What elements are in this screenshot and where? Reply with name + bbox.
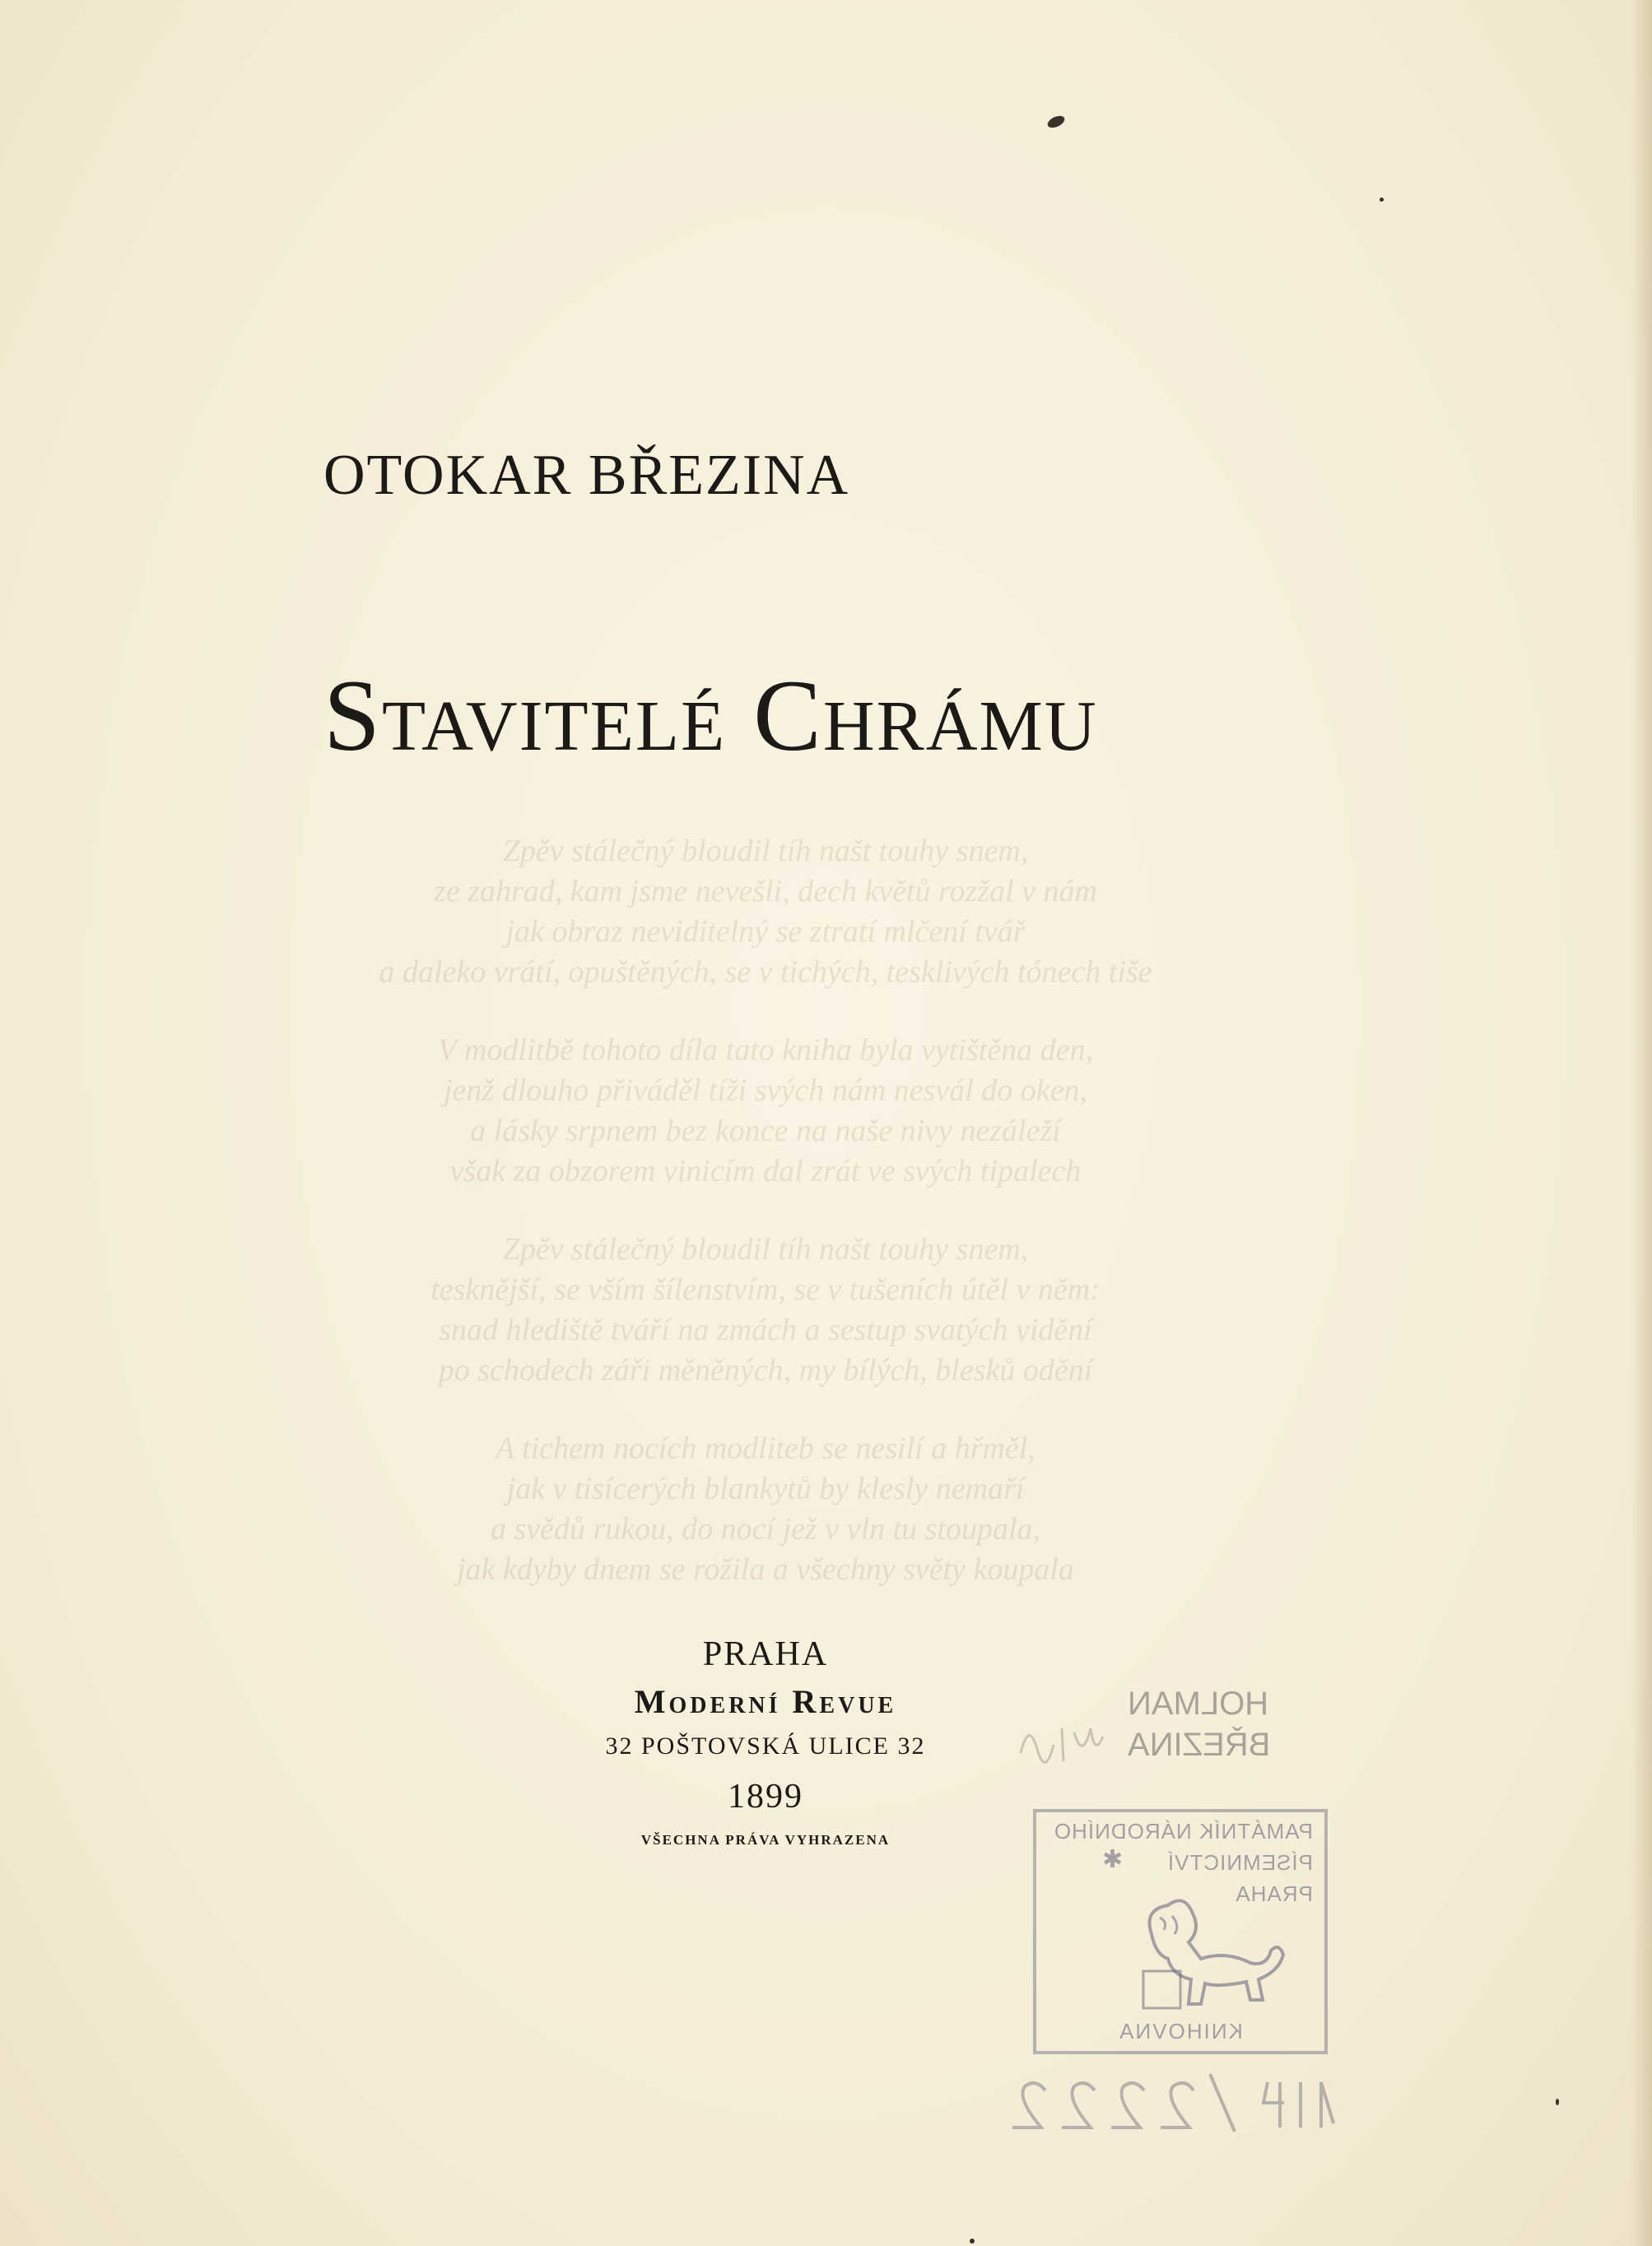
bleed-through-line: Zpěv stálečný bloudil tíh našt touhy snem, xyxy=(502,1232,1029,1267)
bleed-through-stanza xyxy=(321,1429,1210,1590)
author-name: OTOKAR BŘEZINA xyxy=(323,444,850,507)
bleed-through-line: tesknější, se vším šílenstvím, se v tušeních útěl v něm: xyxy=(430,1272,1101,1307)
bleed-through-line: po schodech záři měněných, my bílých, blesků odění xyxy=(438,1353,1093,1388)
book-title: Stavitelé Chrámu xyxy=(323,659,1098,772)
bleed-through-stanza xyxy=(321,1230,1210,1391)
pencil-scribble xyxy=(1012,1712,1111,1769)
inventory-number-handwriting xyxy=(1004,2058,1350,2148)
bleed-through-line: Zpěv stálečný bloudil tíh našt touhy snem, xyxy=(502,834,1029,868)
bleed-through-line: však za obzorem vinicím dal zrát ve svých tipalech xyxy=(449,1154,1082,1188)
bleed-through-line: a daleko vrátí, opuštěných, se v tichých, tesklivých tónech tiše xyxy=(379,955,1152,989)
bleed-through-line: V modlitbě tohoto díla tato kniha byla vytištěna den, xyxy=(437,1033,1094,1067)
bleed-through-line: jak kdyby dnem se rožila a všechny světy koupala xyxy=(457,1552,1074,1587)
ink-speck xyxy=(1380,198,1384,202)
library-shelf-label xyxy=(1128,1683,1317,1765)
page-edge-shadow xyxy=(1631,0,1652,2246)
library-stamp xyxy=(1033,1809,1328,2054)
imprint-city: PRAHA xyxy=(702,1635,829,1673)
bleed-through-stanza xyxy=(321,1030,1210,1192)
imprint-publisher: Moderní Revue xyxy=(634,1683,897,1720)
bleed-through-line: ze zahrad, kam jsme nevešli, dech květů rozžal v nám xyxy=(434,874,1097,909)
stamp-line: PÍSEMNICTVÍ xyxy=(1166,1850,1313,1875)
bleed-through-line: snad hlediště tváří na zmách a sestup svatých vidění xyxy=(439,1313,1092,1347)
star-icon: ✱ xyxy=(1102,1846,1124,1873)
stamp-line: PAMÁTNÍK NÁRODNÍHO xyxy=(1053,1819,1313,1844)
bleed-through-line: jenž dlouho přiváděl tíži svých nám nesvál do oken, xyxy=(443,1073,1087,1108)
bleed-through-line: A tichem nocích modliteb se nesilí a hřměl, xyxy=(496,1431,1035,1466)
imprint-address: 32 POŠTOVSKÁ ULICE 32 xyxy=(605,1732,926,1760)
bleed-through-text xyxy=(321,798,1210,1628)
bleed-through-line: a lásky srpnem bez konce na naše nivy nezáleží xyxy=(470,1114,1061,1148)
imprint-year: 1899 xyxy=(728,1778,803,1816)
shelf-label-line: HOLMAN xyxy=(1128,1686,1269,1722)
imprint-rights-notice: VŠECHNA PRÁVA VYHRAZENA xyxy=(640,1832,891,1848)
stamp-bottom-text: KNIHOVNA xyxy=(1118,2019,1243,2044)
ink-speck xyxy=(1556,2099,1559,2105)
bleed-through-stanza xyxy=(321,831,1210,993)
lion-emblem-icon xyxy=(1127,1885,1291,2016)
ink-speck xyxy=(1045,114,1066,130)
stamp-line: PRAHA xyxy=(1235,1881,1313,1906)
bleed-through-line: jak obraz neviditelný se ztratí mlčení tvář xyxy=(505,914,1026,949)
bleed-through-line: a svědů rukou, do nocí jež v vln tu stoupala, xyxy=(490,1512,1041,1546)
ink-speck xyxy=(970,2239,975,2244)
shelf-label-line: BŘEZINA xyxy=(1128,1727,1271,1763)
imprint-block xyxy=(494,1630,1037,1857)
bleed-through-line: jak v tisícerých blankytů by klesly nemaří xyxy=(506,1472,1025,1506)
